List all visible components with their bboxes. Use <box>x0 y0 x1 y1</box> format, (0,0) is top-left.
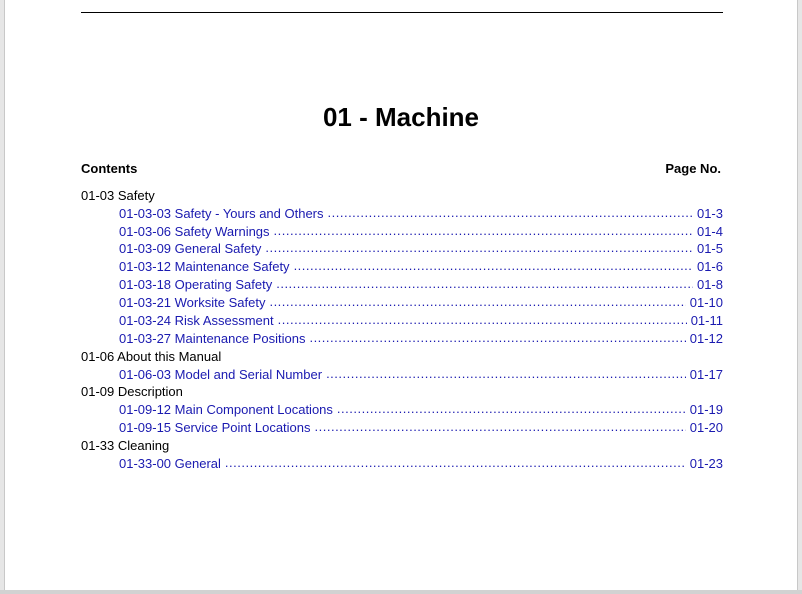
toc-entry-link[interactable] <box>81 205 723 223</box>
toc-dot-leader <box>309 329 685 347</box>
toc-entry-label: 01-03-24 Risk Assessment <box>119 313 274 329</box>
toc-entry-link[interactable] <box>81 401 723 419</box>
toc-dot-leader <box>328 204 693 222</box>
toc-dot-leader <box>276 275 693 293</box>
toc-entry-page-number: 01-6 <box>696 259 723 275</box>
toc-entry-page-number: 01-5 <box>696 241 723 257</box>
toc-entry-page-number: 01-12 <box>689 330 723 346</box>
toc-dot-leader <box>337 400 686 418</box>
contents-heading: Contents <box>81 161 138 176</box>
toc-entry-page-number: 01-8 <box>696 277 723 293</box>
toc-entry-page-number: 01-10 <box>689 295 723 311</box>
toc-dot-leader <box>315 418 686 436</box>
toc-section-heading: 01-33 Cleaning <box>81 437 170 453</box>
toc-entry-page-number: 01-19 <box>689 402 723 418</box>
page-number-heading: Page No. <box>665 161 721 176</box>
toc-entry-label: 01-03-06 Safety Warnings <box>119 223 270 239</box>
toc-dot-leader <box>278 311 687 329</box>
toc-entry-label: 01-03-18 Operating Safety <box>119 277 273 293</box>
toc-section-heading: 01-09 Description <box>81 384 183 400</box>
toc-entry-link[interactable] <box>81 276 723 294</box>
toc-entry-label: 01-09-15 Service Point Locations <box>119 419 311 435</box>
toc-entry-page-number: 01-20 <box>689 419 723 435</box>
document-page <box>4 0 798 590</box>
toc-entry-label: 01-06-03 Model and Serial Number <box>119 366 323 382</box>
toc-dot-leader <box>225 454 686 472</box>
toc-dot-leader <box>326 365 686 383</box>
toc-entry-label: 01-03-27 Maintenance Positions <box>119 330 306 346</box>
page-title: 01 - Machine <box>322 102 480 132</box>
toc-entry-link[interactable] <box>81 294 723 312</box>
toc-entry-link[interactable] <box>81 223 723 241</box>
toc-entry-label: 01-03-09 General Safety <box>119 241 262 257</box>
toc-dot-leader <box>265 239 693 257</box>
toc-section-heading: 01-03 Safety <box>81 188 155 203</box>
toc-entry-link[interactable] <box>81 455 723 473</box>
toc-entry-page-number: 01-11 <box>690 313 723 329</box>
toc-dot-leader <box>269 293 685 311</box>
toc-dot-leader <box>274 222 693 240</box>
toc-entry-link[interactable] <box>81 419 723 437</box>
toc-dot-leader <box>294 257 693 275</box>
toc-section-heading: 01-06 About this Manual <box>81 348 222 364</box>
table-of-contents <box>81 187 723 472</box>
toc-entry-label: 01-03-21 Worksite Safety <box>119 295 266 311</box>
toc-entry-page-number: 01-3 <box>696 205 723 221</box>
toc-entry-page-number: 01-4 <box>696 223 723 239</box>
viewer-bottom-edge <box>0 590 802 594</box>
toc-entry-link[interactable] <box>81 330 723 348</box>
toc-entry-link[interactable] <box>81 312 723 330</box>
toc-entry-page-number: 01-23 <box>689 455 723 471</box>
toc-entry-link[interactable] <box>81 366 723 384</box>
header-rule <box>81 12 723 13</box>
toc-entry-label: 01-09-12 Main Component Locations <box>119 402 333 418</box>
toc-entry-label: 01-03-03 Safety - Yours and Others <box>119 205 324 221</box>
toc-entry-page-number: 01-17 <box>689 366 723 382</box>
toc-entry-label: 01-33-00 General <box>119 455 221 471</box>
toc-entry-link[interactable] <box>81 240 723 258</box>
toc-entry-link[interactable] <box>81 258 723 276</box>
toc-entry-label: 01-03-12 Maintenance Safety <box>119 259 290 275</box>
